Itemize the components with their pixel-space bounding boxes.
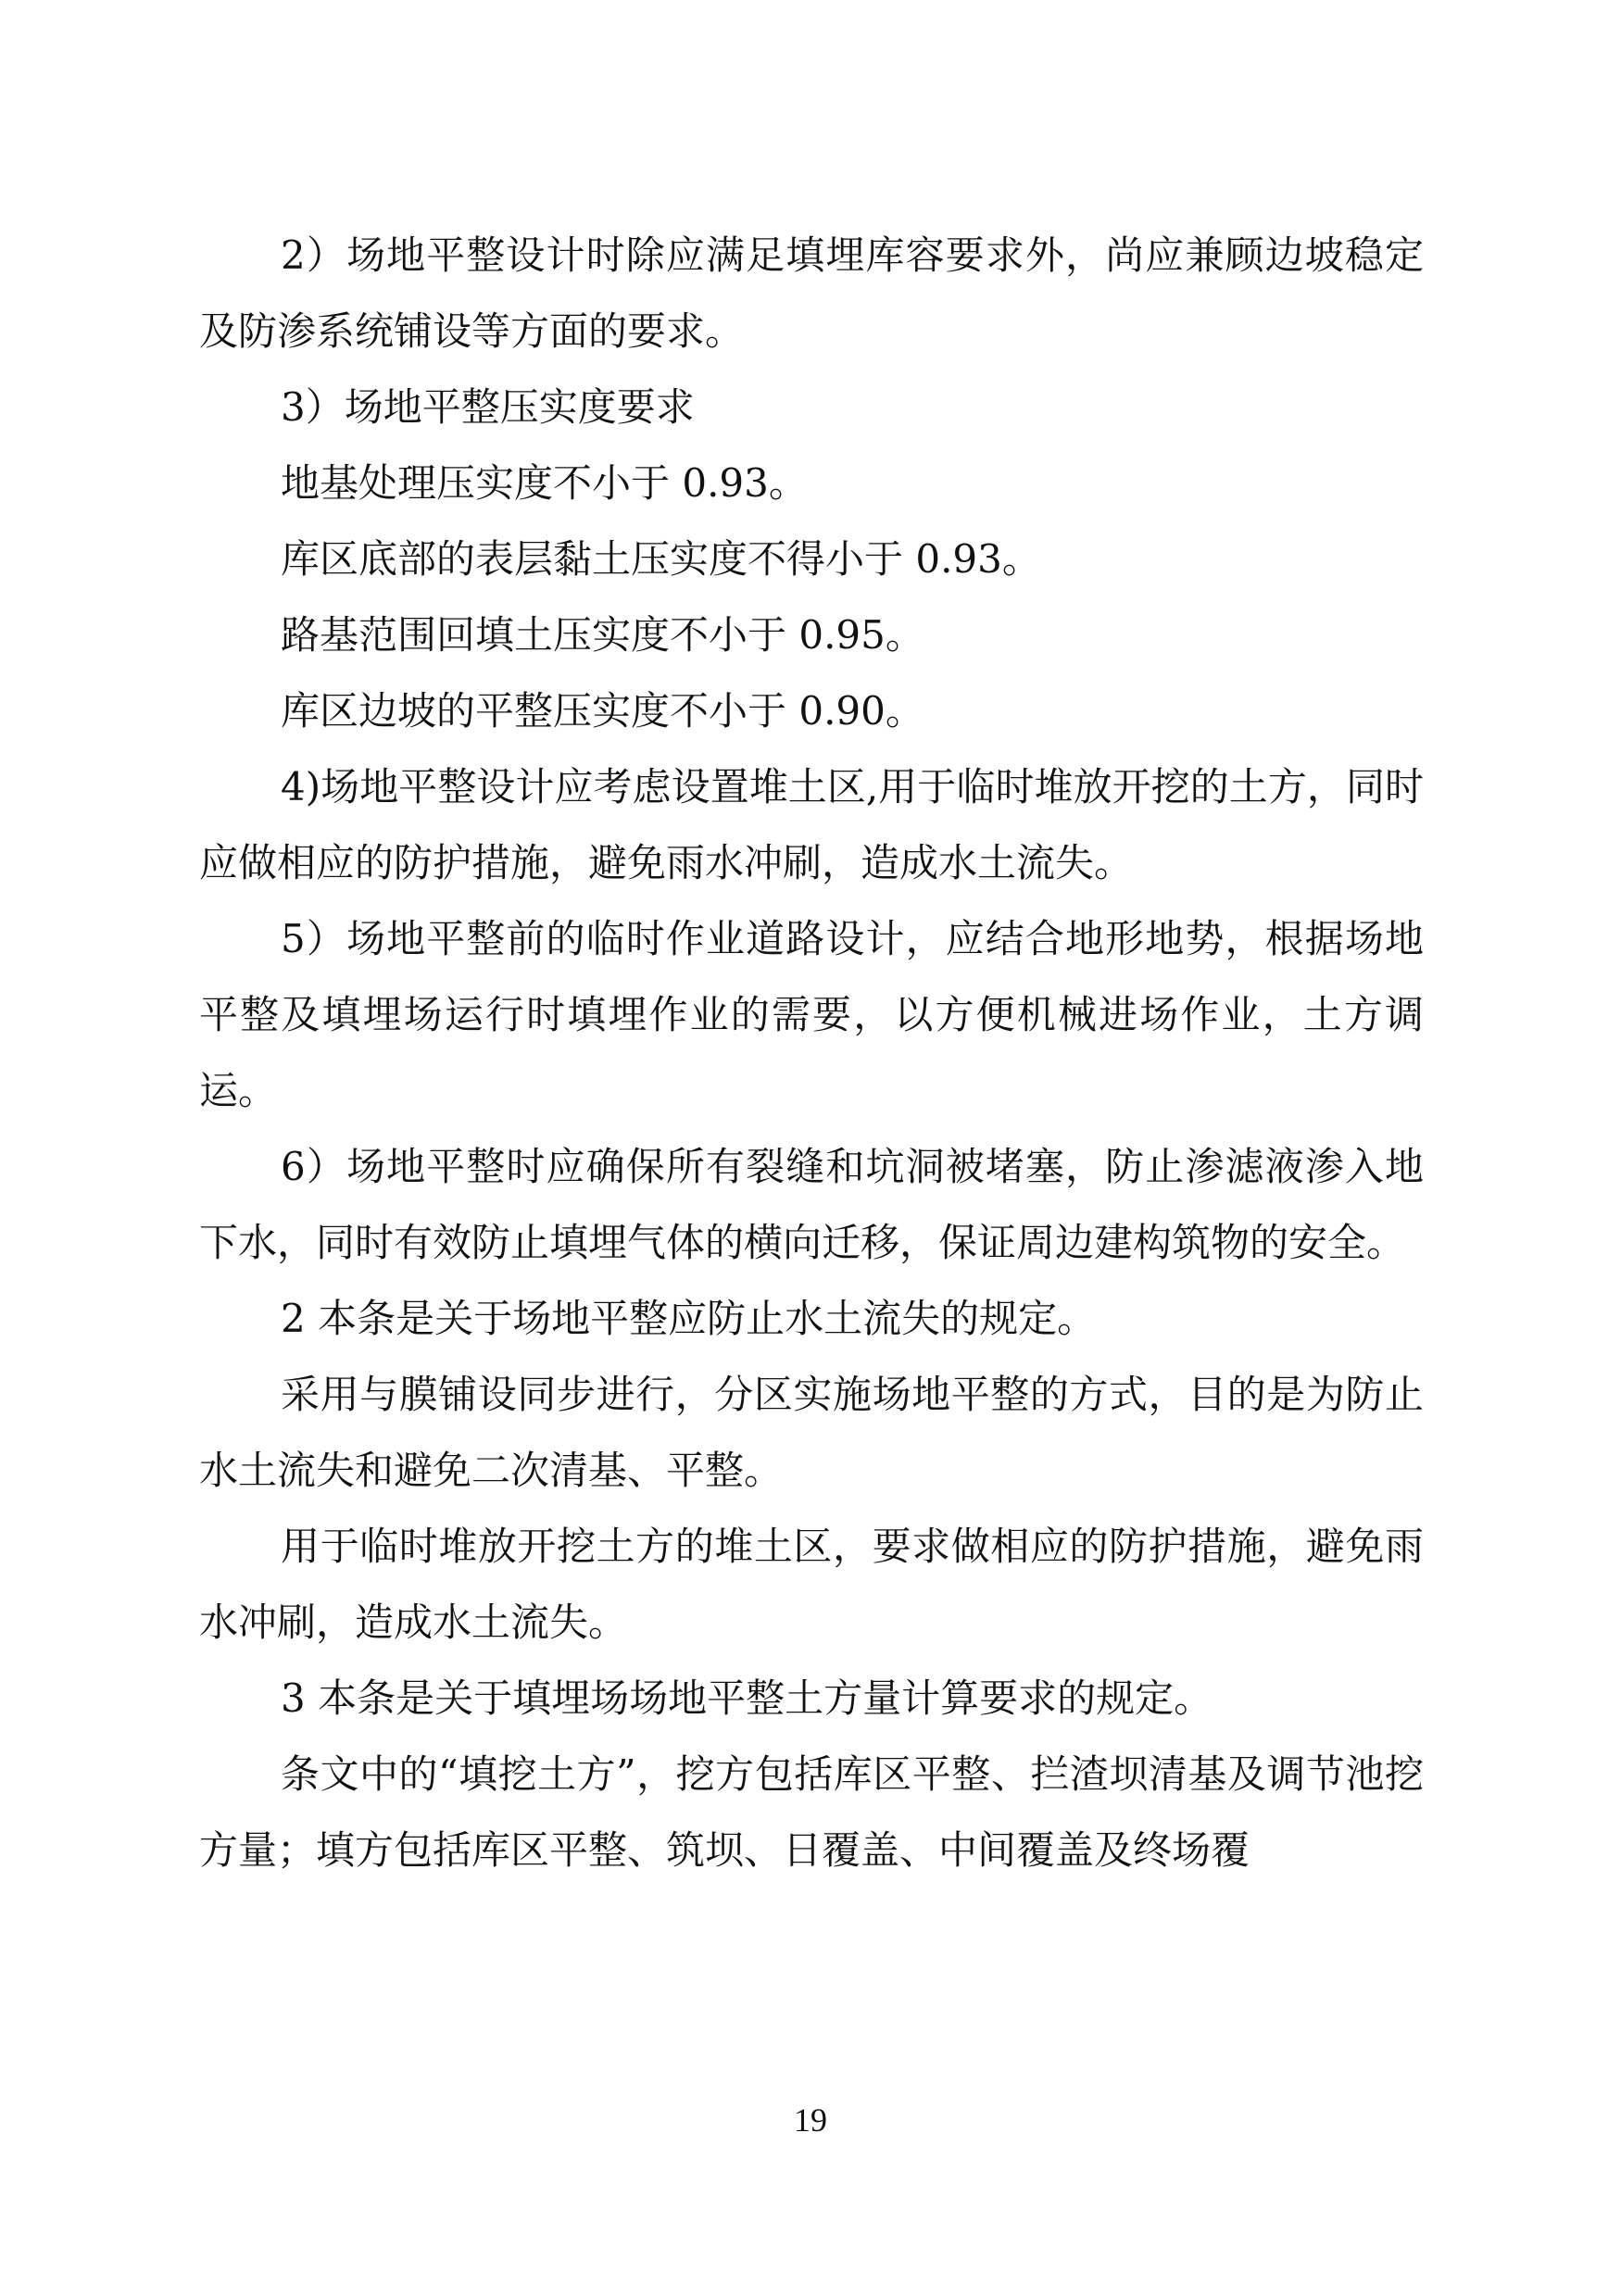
paragraph-stockpile-protection: 用于临时堆放开挖土方的堆土区，要求做相应的防护措施，避免雨水冲刷，造成水土流失。 — [199, 1524, 1424, 1645]
paragraph-compaction-heading: 3）场地平整压实度要求 — [281, 384, 695, 430]
paragraph-soil-stockpile: 4)场地平整设计应考虑设置堆土区,用于临时堆放开挖的土方，同时应做相应的防护措施，避免雨水冲刷，造成水土流失。 — [199, 764, 1424, 885]
paragraph-clause-3: 3 本条是关于填埋场场地平整土方量计算要求的规定。 — [281, 1675, 1213, 1721]
paragraph-foundation-compaction: 地基处理压实度不小于 0.93。 — [281, 460, 808, 506]
page-number: 19 — [794, 2102, 827, 2139]
paragraph-membrane-sync: 采用与膜铺设同步进行，分区实施场地平整的方式，目的是为防止水土流失和避免二次清基、平整。 — [199, 1372, 1424, 1493]
paragraph-clay-compaction: 库区底部的表层黏土压实度不得小于 0.93。 — [281, 536, 1041, 582]
document-body — [199, 218, 1424, 1888]
paragraph-slope-compaction: 库区边坡的平整压实度不小于 0.90。 — [281, 688, 924, 734]
paragraph-crack-sealing: 6）场地平整时应确保所有裂缝和坑洞被堵塞，防止渗滤液渗入地下水，同时有效防止填埋气体的横向迁移，保证周边建构筑物的安全。 — [199, 1144, 1424, 1265]
paragraph-temporary-road: 5）场地平整前的临时作业道路设计，应结合地形地势，根据场地平整及填埋场运行时填埋作业的需要，以方便机械进场作业，土方调运。 — [199, 916, 1424, 1113]
paragraph-roadbed-compaction: 路基范围回填土压实度不小于 0.95。 — [281, 612, 924, 658]
paragraph-earthwork-definition: 条文中的“填挖土方”，挖方包括库区平整、拦渣坝清基及调节池挖方量；填方包括库区平整、筑坝、日覆盖、中间覆盖及终场覆 — [199, 1751, 1424, 1873]
paragraph-site-leveling-design: 2）场地平整设计时除应满足填埋库容要求外，尚应兼顾边坡稳定及防渗系统铺设等方面的要求。 — [199, 232, 1424, 354]
paragraph-clause-2: 2 本条是关于场地平整应防止水土流失的规定。 — [281, 1296, 1097, 1341]
